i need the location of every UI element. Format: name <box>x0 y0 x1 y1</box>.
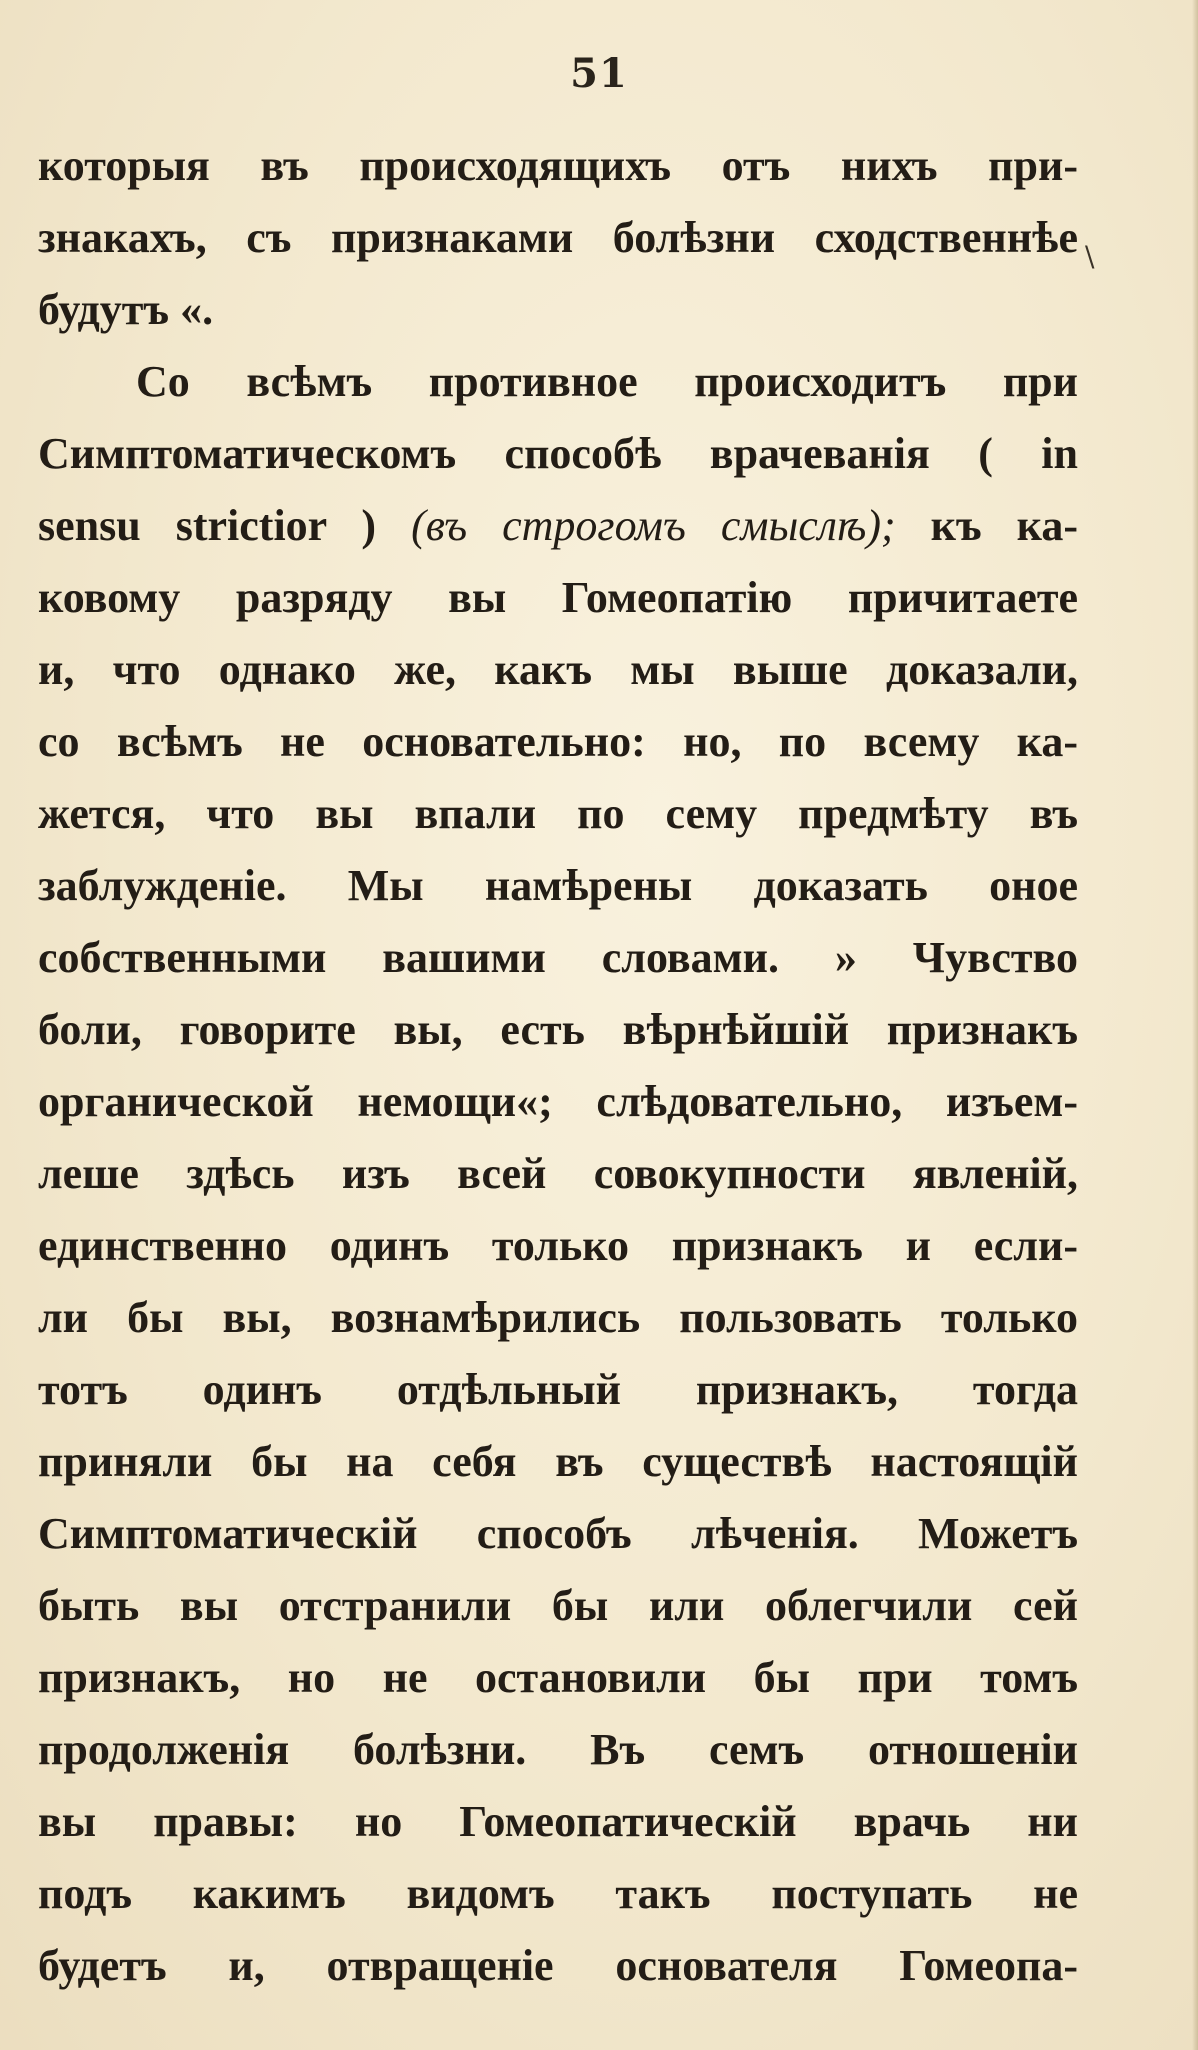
text-line: признакъ, но не остановили бы при томъ <box>38 1653 1078 1702</box>
text-line: собственными вашими словами. » Чувство <box>38 933 1078 982</box>
text-line: вы правы: но Гомеопатическій врачь ни <box>38 1797 1078 1846</box>
text-line: органической немощи«; слѣдовательно, изъем- <box>38 1077 1078 1126</box>
text-line: со всѣмъ не основательно: но, по всему ка- <box>38 717 1078 766</box>
latin-phrase: sensu strictior ) <box>38 501 412 550</box>
body-text <box>38 130 1078 2002</box>
text-line: продолженія болѣзни. Въ семъ отношеніи <box>38 1725 1078 1774</box>
text-line: тотъ одинъ отдѣльный признакъ, тогда <box>38 1365 1078 1414</box>
text-line: Симптоматическомъ способѣ врачеванія ( in <box>38 429 1078 478</box>
text-line: ковому разряду вы Гомеопатію причитаете <box>38 573 1078 622</box>
italic-gloss: (въ строгомъ смыслѣ); <box>411 501 896 550</box>
text-line: приняли бы на себя въ существѣ настоящій <box>38 1437 1078 1486</box>
text-line: боли, говорите вы, есть вѣрнѣйшій признакъ <box>38 1005 1078 1054</box>
line-ending: къ ка- <box>895 501 1078 550</box>
text-line: Со всѣмъ противное происходитъ при <box>136 357 1078 406</box>
text-line: будутъ «. <box>38 285 214 334</box>
text-line: будетъ и, отвращеніе основателя Гомеопа- <box>38 1941 1078 1990</box>
text-line: быть вы отстранили бы или облегчили сей <box>38 1581 1078 1630</box>
text-line: ли бы вы, вознамѣрились пользовать только <box>38 1293 1078 1342</box>
text-line: единственно одинъ только признакъ и если- <box>38 1221 1078 1270</box>
text-line: подъ какимъ видомъ такъ поступать не <box>38 1869 1078 1918</box>
margin-mark: \ <box>1085 240 1095 273</box>
text-line: Симптоматическій способъ лѣченія. Можетъ <box>38 1509 1078 1558</box>
text-line: леше здѣсь изъ всей совокупности явленій, <box>38 1149 1078 1198</box>
text-line: знакахъ, съ признаками болѣзни сходственнѣе <box>38 213 1078 262</box>
page-number: 51 <box>570 50 628 97</box>
text-line-mixed <box>38 490 1078 562</box>
page-edge-shadow <box>1192 0 1198 2050</box>
text-line: жется, что вы впали по сему предмѣту въ <box>38 789 1078 838</box>
text-line: которыя въ происходящихъ отъ нихъ при- <box>38 141 1078 190</box>
text-line: и, что однако же, какъ мы выше доказали, <box>38 645 1078 694</box>
text-line: заблужденіе. Мы намѣрены доказать оное <box>38 861 1078 910</box>
